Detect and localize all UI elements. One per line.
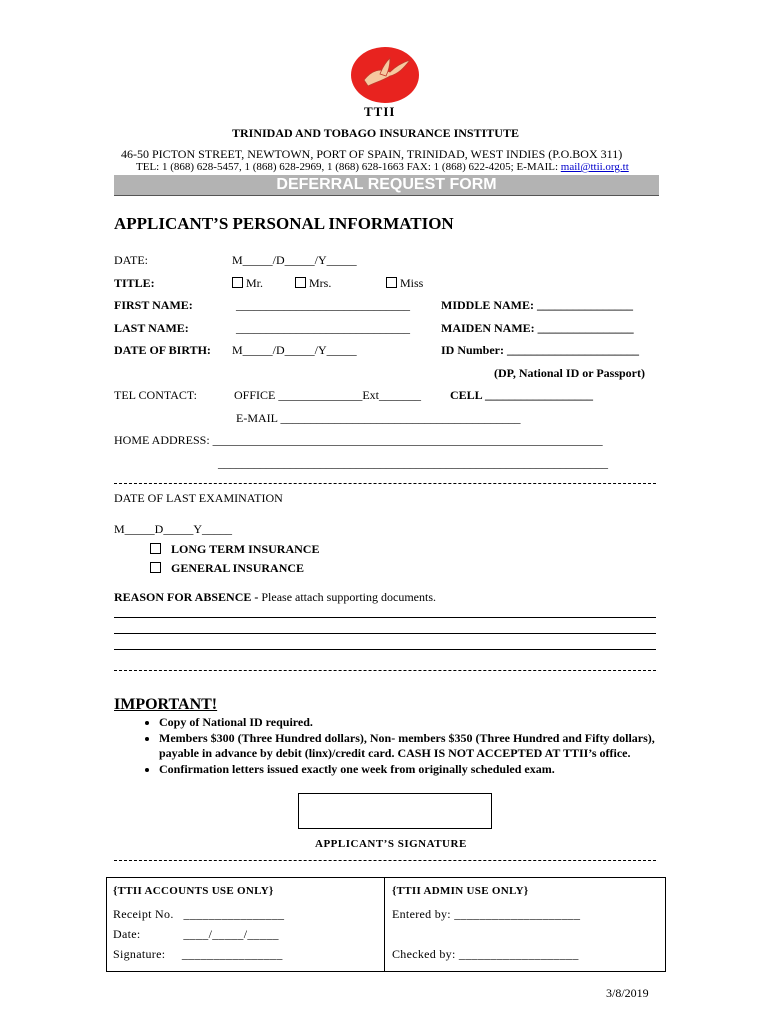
title-option-miss[interactable]: Miss xyxy=(386,276,423,291)
personal-heading: APPLICANT’S PERSONAL INFORMATION xyxy=(114,214,454,233)
section-divider xyxy=(114,860,656,861)
checked-by-field[interactable]: Checked by: ___________________ xyxy=(392,947,579,961)
tel-contact-label: TEL CONTACT: xyxy=(114,388,197,402)
date-label: DATE: xyxy=(114,253,148,267)
reason-line-3[interactable] xyxy=(114,649,656,650)
receipt-field[interactable]: Receipt No. ________________ xyxy=(113,907,285,921)
id-note: (DP, National ID or Passport) xyxy=(494,366,646,380)
ttii-logo-icon xyxy=(350,46,420,104)
home-address-line2[interactable]: _________________________________________________________________ xyxy=(218,456,608,470)
checkbox-icon xyxy=(386,277,397,288)
org-address: 46-50 PICTON STREET, NEWTOWN, PORT OF SPAIN, TRINIDAD, WEST INDIES (P.O.BOX 311) xyxy=(121,147,623,161)
table-divider xyxy=(384,878,385,971)
middle-name-field[interactable]: MIDDLE NAME: ________________ xyxy=(441,298,633,312)
first-name-label: FIRST NAME: xyxy=(114,298,193,312)
entered-by-field[interactable]: Entered by: ____________________ xyxy=(392,907,581,921)
org-name: TRINIDAD AND TOBAGO INSURANCE INSTITUTE xyxy=(232,126,519,140)
footer-date: 3/8/2019 xyxy=(606,986,649,1000)
reason-line-1[interactable] xyxy=(114,617,656,618)
accounts-heading: {TTII ACCOUNTS USE ONLY} xyxy=(113,885,274,897)
dob-field[interactable]: M_____/D_____/Y_____ xyxy=(232,343,357,357)
reason-label xyxy=(114,590,436,605)
email-field[interactable]: E-MAIL ________________________________________ xyxy=(236,411,521,425)
reason-heading: REASON FOR ABSENCE - xyxy=(114,590,262,604)
title-label: TITLE: xyxy=(114,276,155,290)
form-title: DEFERRAL REQUEST FORM xyxy=(276,176,497,193)
form-title-bar xyxy=(114,175,659,196)
title-option-mrs[interactable]: Mrs. xyxy=(295,276,331,291)
option-general[interactable]: GENERAL INSURANCE xyxy=(150,561,304,576)
id-number-field[interactable]: ID Number: ______________________ xyxy=(441,343,639,357)
title-option-mr[interactable]: Mr. xyxy=(232,276,263,291)
checkbox-icon xyxy=(232,277,243,288)
reason-line-2[interactable] xyxy=(114,633,656,634)
checkbox-icon xyxy=(295,277,306,288)
office-phone-field[interactable]: OFFICE ______________Ext_______ xyxy=(234,388,422,402)
reason-note: Please attach supporting documents. xyxy=(261,590,436,604)
last-name-label: LAST NAME: xyxy=(114,321,189,335)
home-address-field[interactable]: HOME ADDRESS: _________________________________________________________________ xyxy=(114,433,603,447)
date-field[interactable]: M_____/D_____/Y_____ xyxy=(232,253,357,267)
signature-box[interactable] xyxy=(298,793,492,829)
last-exam-label: DATE OF LAST EXAMINATION xyxy=(114,491,283,505)
important-heading: IMPORTANT! xyxy=(114,696,218,713)
dob-label: DATE OF BIRTH: xyxy=(114,343,211,357)
email-link[interactable]: mail@ttii.org.tt xyxy=(560,161,629,173)
first-name-field[interactable]: _____________________________ xyxy=(236,298,410,312)
list-item: • Members $300 (Three Hundred dollars), Non- members $350 (Three Hundred and Fifty dollars), payable in advance by debit (linx)/credit card. CASH IS NOT ACCEPTED AT TTII’s office. xyxy=(159,731,689,762)
list-item: • Confirmation letters issued exactly one week from originally scheduled exam. xyxy=(159,762,689,778)
checkbox-icon xyxy=(150,543,161,554)
last-exam-date-field[interactable]: M_____D_____Y_____ xyxy=(114,522,233,536)
org-short-name: TTII xyxy=(364,104,396,119)
admin-heading: {TTII ADMIN USE ONLY} xyxy=(392,885,529,897)
org-contact xyxy=(136,161,629,173)
accounts-date-field[interactable]: Date: ____/_____/_____ xyxy=(113,927,279,941)
list-item: • Copy of National ID required. xyxy=(159,715,689,731)
last-name-field[interactable]: _____________________________ xyxy=(236,321,410,335)
maiden-name-field[interactable]: MAIDEN NAME: ________________ xyxy=(441,321,634,335)
section-divider xyxy=(114,670,656,671)
contact-text: TEL: 1 (868) 628-5457, 1 (868) 628-2969, 1 (868) 628-1663 FAX: 1 (868) 622-4205; E-MAIL: xyxy=(136,161,561,173)
checkbox-icon xyxy=(150,562,161,573)
important-list xyxy=(114,715,689,777)
signature-label: APPLICANT’S SIGNATURE xyxy=(315,838,467,850)
option-long-term[interactable]: LONG TERM INSURANCE xyxy=(150,542,319,557)
accounts-signature-field[interactable]: Signature: ________________ xyxy=(113,947,283,961)
section-divider xyxy=(114,483,656,484)
cell-field[interactable]: CELL __________________ xyxy=(450,388,594,402)
